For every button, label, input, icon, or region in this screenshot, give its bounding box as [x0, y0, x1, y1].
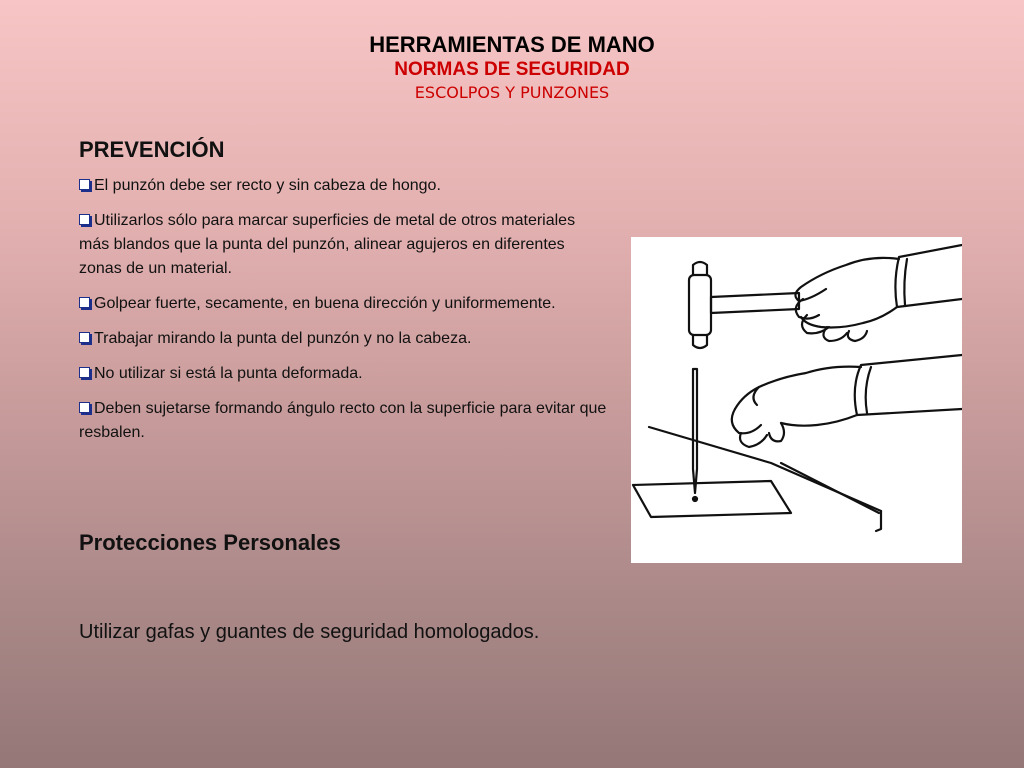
prevention-section [79, 136, 609, 456]
prevention-heading: PREVENCIÓN [79, 137, 225, 162]
checkbox-bullet-icon [79, 402, 90, 413]
checkbox-bullet-icon [79, 297, 90, 308]
bullet-text: Golpear fuerte, secamente, en buena dirección y uniformemente. [94, 295, 556, 312]
slide-header [0, 32, 1024, 104]
bullet-text: Utilizarlos sólo para marcar superficies de metal de otros materiales más blandos que la punta del punzón, alinear agujeros en diferentes zonas de un material. [79, 212, 576, 277]
checkbox-bullet-icon [79, 179, 90, 190]
bullet-item [79, 174, 609, 198]
slide-subtitle: NORMAS DE SEGURIDAD [394, 59, 630, 80]
bullet-text: Trabajar mirando la punta del punzón y no la cabeza. [94, 330, 472, 347]
bullet-text: No utilizar si está la punta deformada. [94, 365, 363, 382]
slide-title: HERRAMIENTAS DE MANO [369, 32, 655, 57]
checkbox-bullet-icon [79, 367, 90, 378]
checkbox-bullet-icon [79, 332, 90, 343]
protections-heading: Protecciones Personales [79, 530, 341, 555]
bullet-item [79, 397, 609, 445]
bullet-item [79, 292, 609, 316]
bullet-text: El punzón debe ser recto y sin cabeza de hongo. [94, 177, 441, 194]
bullet-text: Deben sujetarse formando ángulo recto con la superficie para evitar que resbalen. [79, 400, 607, 441]
checkbox-bullet-icon [79, 214, 90, 225]
bullet-item [79, 209, 609, 281]
bullet-item [79, 362, 609, 386]
hammer-and-punch-illustration [631, 237, 962, 563]
protections-text: Utilizar gafas y guantes de seguridad homologados. [79, 621, 540, 643]
slide-subtitle-secondary: ESCOLPOS Y PUNZONES [414, 83, 610, 102]
bullet-item [79, 327, 609, 351]
